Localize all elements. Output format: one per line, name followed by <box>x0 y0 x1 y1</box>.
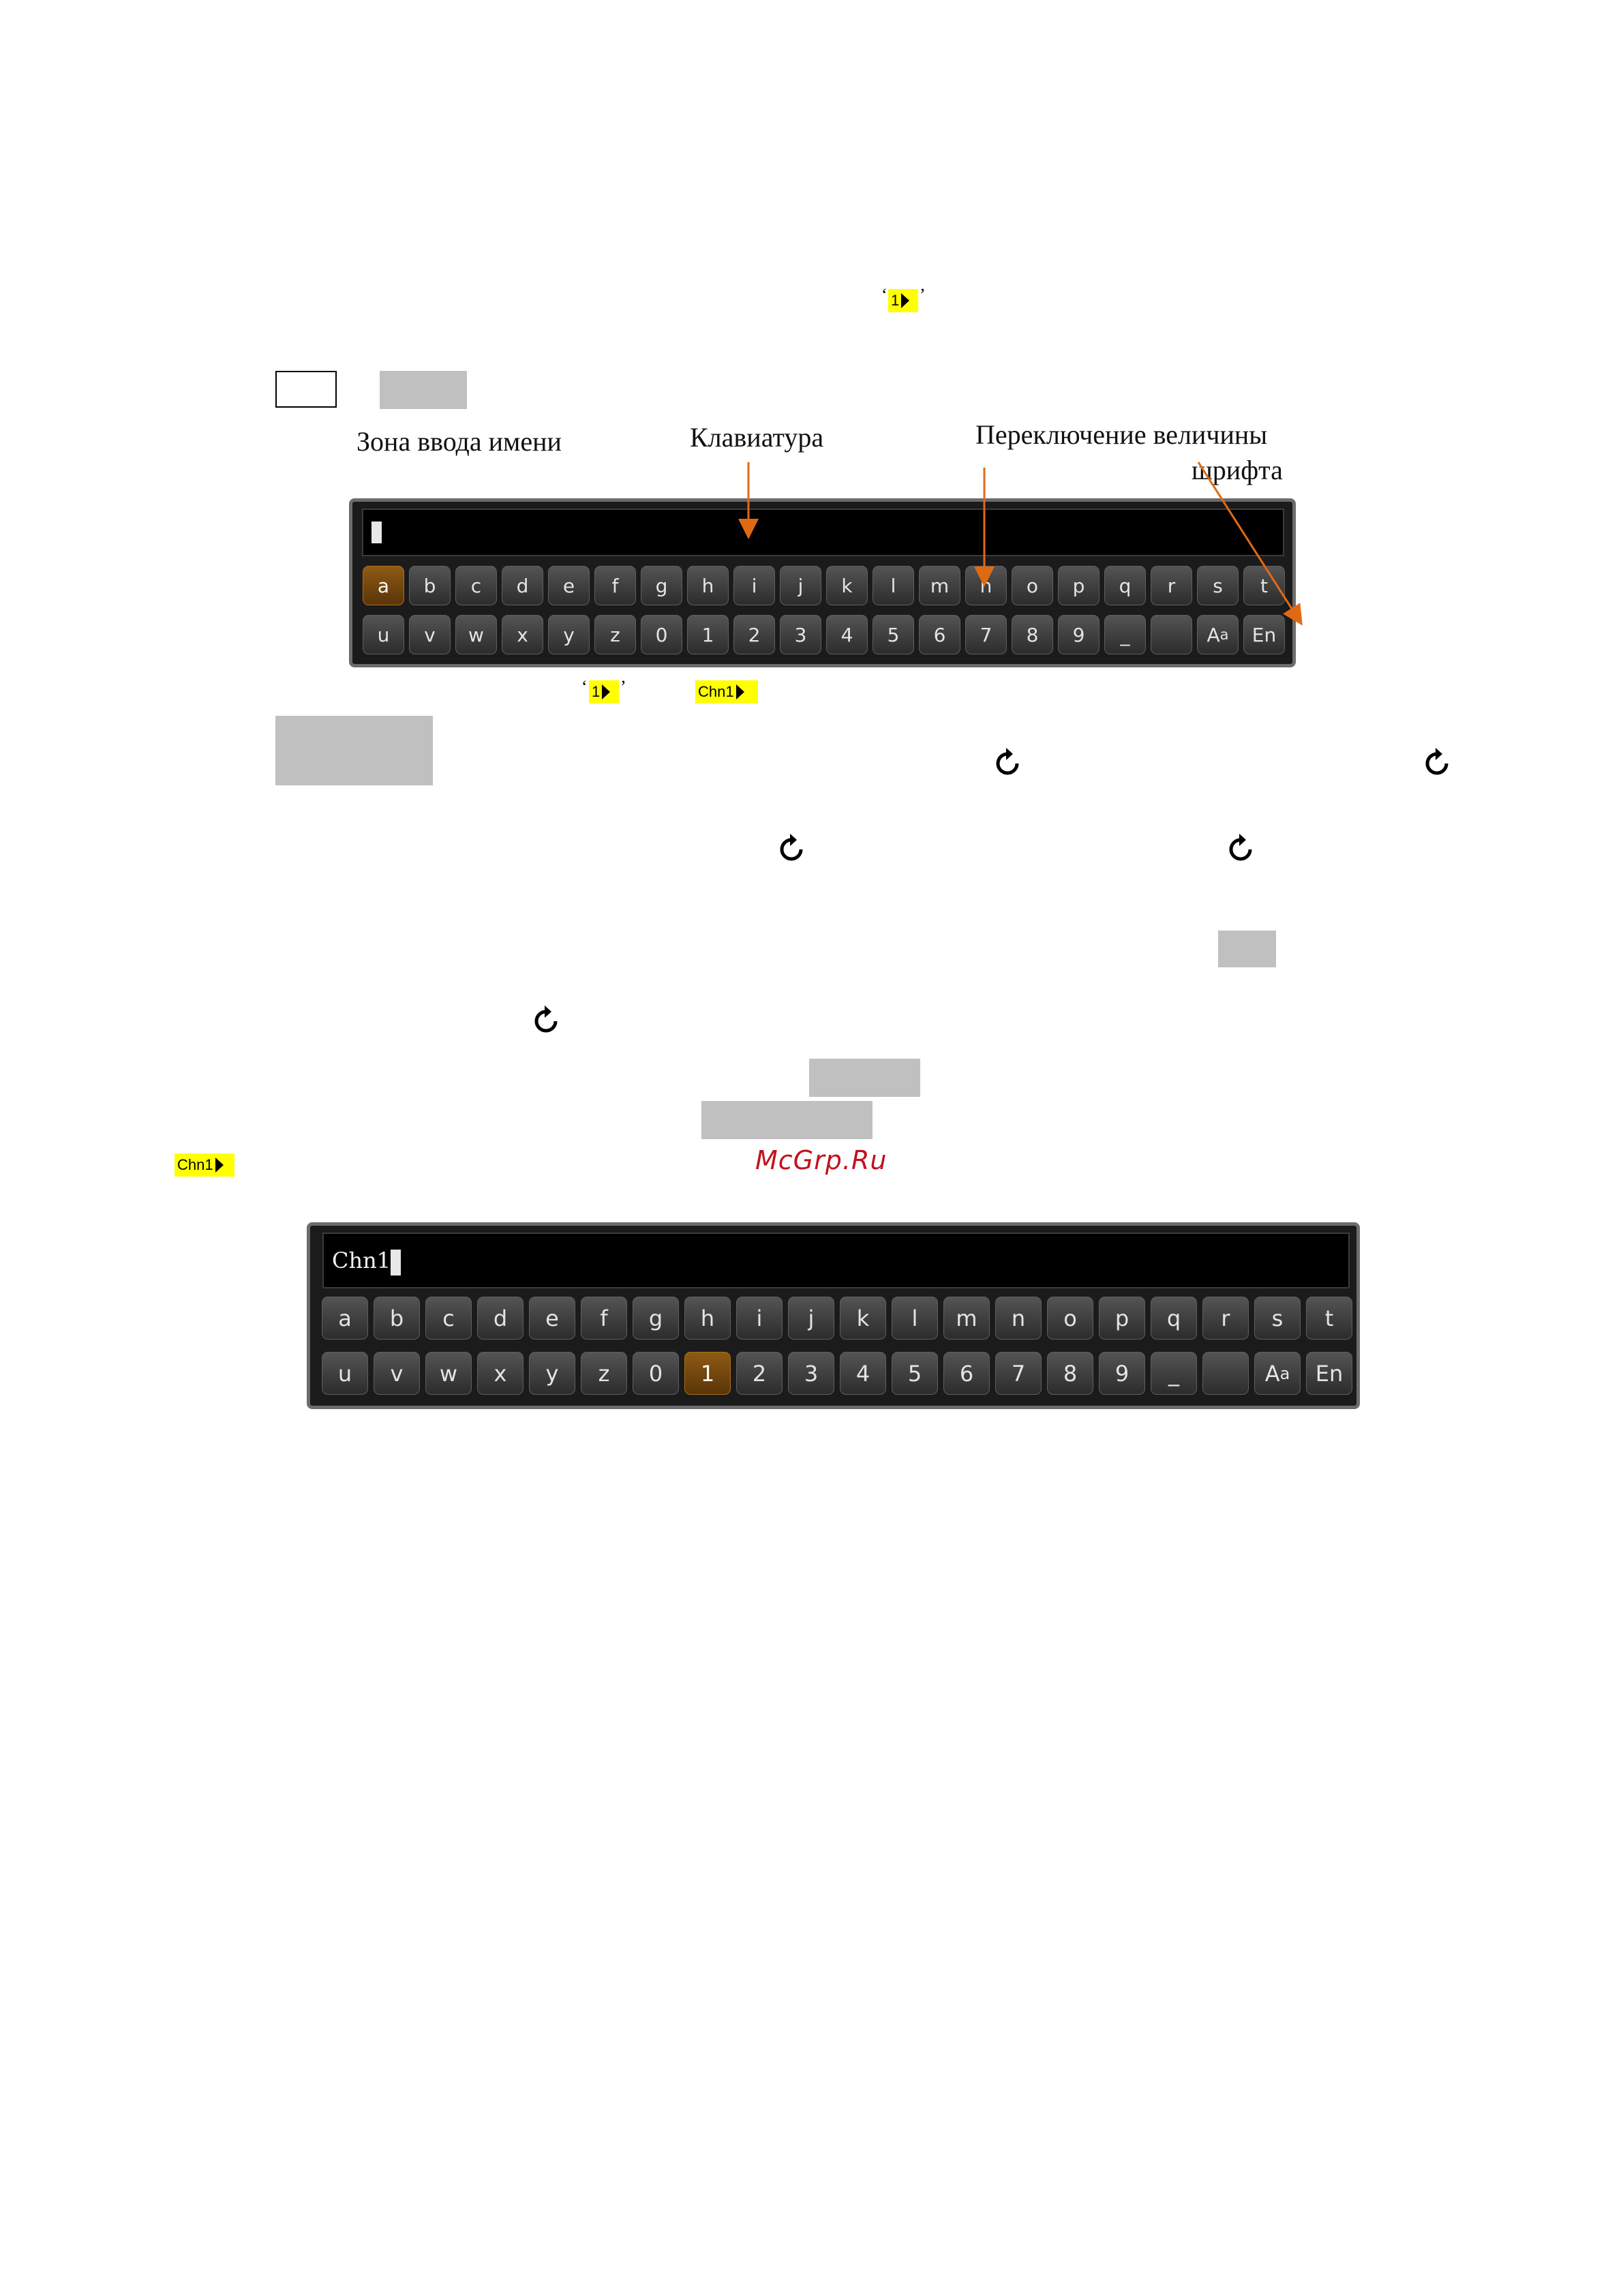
key-y[interactable]: y <box>548 615 590 654</box>
key-n[interactable]: n <box>995 1297 1042 1340</box>
key-c[interactable]: c <box>455 566 497 605</box>
key-e[interactable]: e <box>529 1297 575 1340</box>
quote-close: ’ <box>920 285 926 305</box>
key-9[interactable]: 9 <box>1099 1352 1145 1395</box>
watermark: McGrp.Ru <box>755 1145 888 1175</box>
key-b[interactable]: b <box>374 1297 420 1340</box>
key-7[interactable]: 7 <box>965 615 1007 654</box>
chn-marker-label: Chn1 <box>698 683 734 700</box>
key-w[interactable]: w <box>425 1352 472 1395</box>
key-v[interactable]: v <box>374 1352 420 1395</box>
key-1[interactable]: 1 <box>684 1352 731 1395</box>
key-l[interactable]: l <box>873 566 914 605</box>
label-name-zone: Зона ввода имени <box>357 426 562 457</box>
key-g[interactable]: g <box>633 1297 679 1340</box>
key-0[interactable]: 0 <box>633 1352 679 1395</box>
key-j[interactable]: j <box>788 1297 834 1340</box>
key-q[interactable]: q <box>1151 1297 1197 1340</box>
key-k[interactable]: k <box>826 566 868 605</box>
key-q[interactable]: q <box>1104 566 1146 605</box>
key-b[interactable]: b <box>409 566 451 605</box>
key-r[interactable]: r <box>1151 566 1192 605</box>
key-9[interactable]: 9 <box>1058 615 1099 654</box>
key-v[interactable]: v <box>409 615 451 654</box>
key-g[interactable]: g <box>641 566 682 605</box>
label-keyboard: Клавиатура <box>690 422 824 453</box>
key-p[interactable]: p <box>1058 566 1099 605</box>
key-m[interactable]: m <box>943 1297 990 1340</box>
case-key-upper: A <box>1264 1360 1280 1387</box>
key-p[interactable]: p <box>1099 1297 1145 1340</box>
key-x[interactable]: x <box>477 1352 524 1395</box>
case-key-lower: a <box>1219 626 1229 643</box>
language-key[interactable]: En <box>1306 1352 1352 1395</box>
key-i[interactable]: i <box>736 1297 783 1340</box>
key-t[interactable]: t <box>1306 1297 1352 1340</box>
key-a[interactable]: a <box>322 1297 368 1340</box>
channel-marker-label: 1 <box>891 292 900 309</box>
key-1[interactable]: 1 <box>687 615 729 654</box>
label-font-switch-2: шрифта <box>1192 455 1283 485</box>
key-f[interactable]: f <box>581 1297 627 1340</box>
case-key-upper: A <box>1207 623 1220 646</box>
key-3[interactable]: 3 <box>780 615 821 654</box>
name-input-text: Chn1 <box>332 1248 391 1273</box>
key-j[interactable]: j <box>780 566 821 605</box>
key-k[interactable]: k <box>840 1297 886 1340</box>
key-d[interactable]: d <box>502 566 543 605</box>
key-m[interactable]: m <box>919 566 960 605</box>
key-s[interactable]: s <box>1254 1297 1301 1340</box>
key-underscore[interactable]: _ <box>1104 615 1146 654</box>
key-w[interactable]: w <box>455 615 497 654</box>
arrow-case-key <box>1198 462 1299 620</box>
key-d[interactable]: d <box>477 1297 524 1340</box>
key-i[interactable]: i <box>733 566 775 605</box>
key-f[interactable]: f <box>594 566 636 605</box>
quote-open: ‘ <box>881 285 888 305</box>
key-o[interactable]: o <box>1047 1297 1093 1340</box>
key-5[interactable]: 5 <box>873 615 914 654</box>
key-h[interactable]: h <box>687 566 729 605</box>
key-2[interactable]: 2 <box>736 1352 783 1395</box>
quote-open: ‘ <box>581 677 588 697</box>
key-l[interactable]: l <box>892 1297 938 1340</box>
key-e[interactable]: e <box>548 566 590 605</box>
key-t[interactable]: t <box>1243 566 1285 605</box>
key-2[interactable]: 2 <box>733 615 775 654</box>
key-h[interactable]: h <box>684 1297 731 1340</box>
key-s[interactable]: s <box>1197 566 1239 605</box>
key-n[interactable]: n <box>965 566 1007 605</box>
key-8[interactable]: 8 <box>1012 615 1053 654</box>
key-7[interactable]: 7 <box>995 1352 1042 1395</box>
key-5[interactable]: 5 <box>892 1352 938 1395</box>
key-u[interactable]: u <box>363 615 404 654</box>
label-font-switch-1: Переключение величины <box>975 419 1268 450</box>
case-key-lower: a <box>1279 1363 1290 1383</box>
key-y[interactable]: y <box>529 1352 575 1395</box>
key-a[interactable]: a <box>363 566 404 605</box>
channel-marker-label: 1 <box>592 683 601 700</box>
key-8[interactable]: 8 <box>1047 1352 1093 1395</box>
key-o[interactable]: o <box>1012 566 1053 605</box>
key-z[interactable]: z <box>594 615 636 654</box>
quote-close: ’ <box>620 677 626 697</box>
key-u[interactable]: u <box>322 1352 368 1395</box>
key-r[interactable]: r <box>1202 1297 1249 1340</box>
key-4[interactable]: 4 <box>840 1352 886 1395</box>
key-4[interactable]: 4 <box>826 615 868 654</box>
key-3[interactable]: 3 <box>788 1352 834 1395</box>
key-0[interactable]: 0 <box>641 615 682 654</box>
language-key[interactable]: En <box>1243 615 1285 654</box>
chn-marker-label: Chn1 <box>177 1156 213 1173</box>
key-6[interactable]: 6 <box>943 1352 990 1395</box>
key-z[interactable]: z <box>581 1352 627 1395</box>
key-x[interactable]: x <box>502 615 543 654</box>
key-underscore[interactable]: _ <box>1151 1352 1197 1395</box>
key-c[interactable]: c <box>425 1297 472 1340</box>
key-6[interactable]: 6 <box>919 615 960 654</box>
